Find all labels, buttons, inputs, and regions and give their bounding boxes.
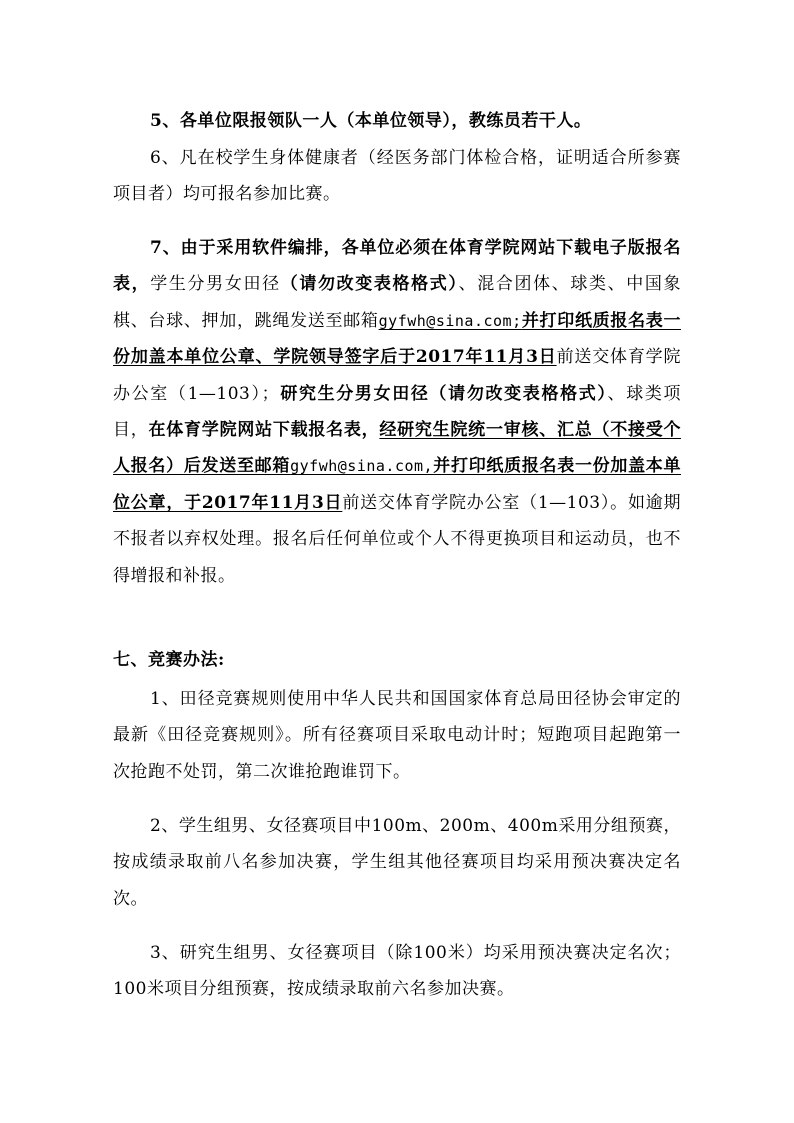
item-5-paragraph	[113, 103, 681, 139]
item-5-text: 5、各单位限报领队一人（本单位领导），教练员若干人。	[150, 111, 592, 131]
item-7-paragraph	[113, 230, 681, 594]
rule-3-paragraph	[113, 935, 681, 1008]
item-7-graduate: 研究生分男女田径（请勿改变表格格式）	[279, 383, 608, 404]
item-7-office: 前送交体育学院办公室（1—103）；	[113, 347, 681, 404]
item-7-students: 学生分男女田径	[150, 274, 281, 295]
item-7-format-note: （请勿改变表格格式）	[280, 274, 459, 295]
item-7-categories: 、混合团体、球类、中国象棋、台球、押加，跳绳发送至邮箱	[113, 274, 682, 331]
item-7-ball-games: 、球类项目，	[113, 383, 682, 441]
email-link-1[interactable]: gyfwh@sina.com;	[378, 311, 522, 330]
item-7-download: 在体育学院网站下载报名表，	[148, 420, 380, 441]
section-7-heading: 七、竞赛办法:	[113, 650, 225, 670]
item-7-intro: 7、由于采用软件编排，各单位必须在体育学院网站下载电子版报名表，	[113, 238, 681, 295]
rule-1-text: 1、田径竞赛规则使用中华人民共和国国家体育总局田径协会审定的最新《田径竞赛规则》。所有径赛项目采取电动计时；短跑项目起跑第一次抢跑不处罚，第二次谁抢跑谁罚下。	[113, 689, 681, 782]
rule-2-paragraph	[113, 808, 681, 917]
item-7-review: 经研究生院统一审核、汇总（不接受个人报名）后发送至邮箱	[113, 420, 682, 477]
email-link-2[interactable]: gyfwh@sina.com,	[290, 457, 434, 476]
item-7-print-note-2: 并打印纸质报名表一份加盖本单位公章，于2017年11月3日	[113, 456, 682, 513]
item-7-deadline: 前送交体育学院办公室（1—103）。如逾期不报者以弃权处理。报名后任何单位或个人不得更换项目和运动员，也不得增报和补报。	[113, 492, 681, 586]
rule-1-paragraph	[113, 681, 681, 790]
item-6-paragraph	[113, 140, 681, 213]
item-6-text: 6、凡在校学生身体健康者（经医务部门体检合格，证明适合所参赛项目者）均可报名参加比赛。	[113, 148, 681, 205]
rule-3-text: 3、研究生组男、女径赛项目（除100米）均采用预决赛决定名次；100米项目分组预赛，按成绩录取前六名参加决赛。	[113, 943, 681, 1000]
item-7-print-note: 并打印纸质报名表一份加盖本单位公章、学院领导签字后于2017年11月3日	[113, 310, 682, 368]
rule-2-text: 2、学生组男、女径赛项目中100m、200m、400m采用分组预赛，按成绩录取前八名参加决赛，学生组其他径赛项目均采用预决赛决定名次。	[113, 816, 681, 909]
